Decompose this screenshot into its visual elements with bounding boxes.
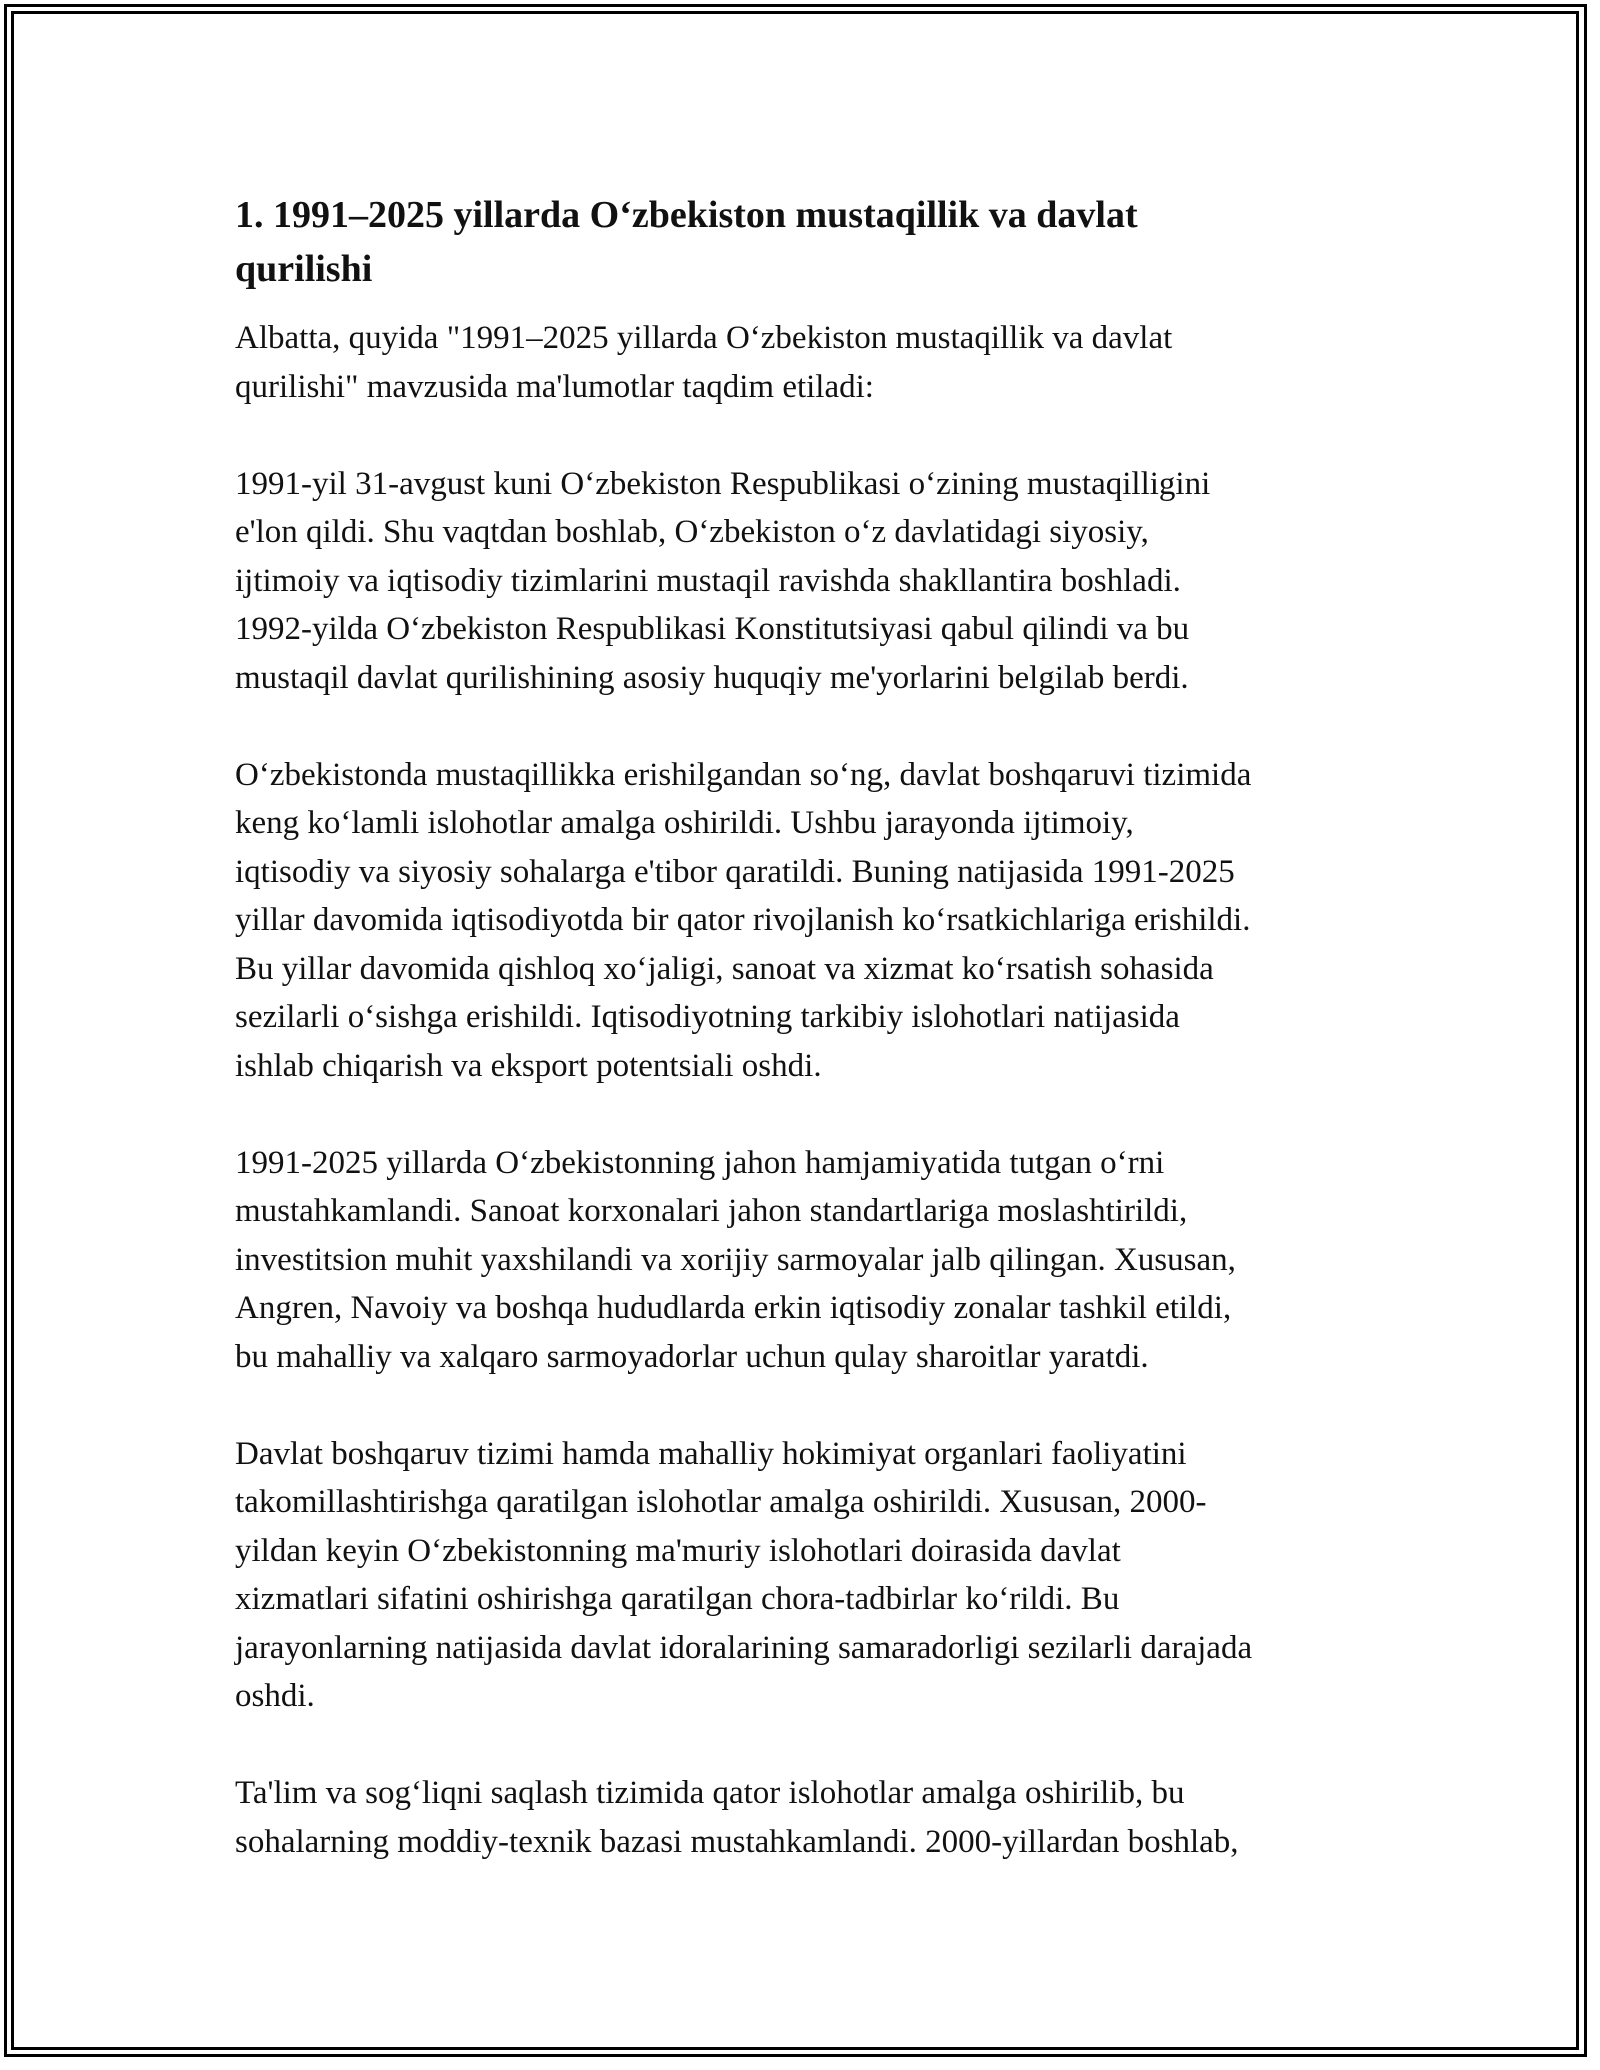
paragraph-independence: 1991-yil 31-avgust kuni O‘zbekiston Respublikasi o‘zining mustaqilligini e'lon qildi. Shu vaqtdan boshlab, O‘zbekiston o‘z davlatidagi siyosiy, ijtimoiy va iqtisodiy tizimlarini mustaqil ravishda shakllantira boshladi. 1992-yilda O‘zbekiston Respublikasi Konstitutsiyasi qabul qilindi va bu mustaqil davlat qurilishining asosiy huquqiy me'yorlarini belgilab berdi. bbox=[235, 465, 1211, 696]
paragraph-education-health: Ta'lim va sog‘liqni saqlash tizimida qator islohotlar amalga oshirilib, bu sohalarning moddiy-texnik bazasi mustahkamlandi. 2000-yillardan boshlab, bbox=[235, 1775, 1239, 1860]
document-body bbox=[235, 188, 1375, 1915]
paragraph-reforms: O‘zbekistonda mustaqillikka erishilgandan so‘ng, davlat boshqaruvi tizimida keng ko‘lamli islohotlar amalga oshirildi. Ushbu jarayonda ijtimoiy, iqtisodiy va siyosiy sohalarga e'tibor qaratildi. Buning natijasida 1991-2025 yillar davomida iqtisodiyotda bir qator rivojlanish ko‘rsatkichlariga erishildi. Bu yillar davomida qishloq xo‘jaligi, sanoat va xizmat ko‘rsatish sohasida sezilarli o‘sishga erishildi. Iqtisodiyotning tarkibiy islohotlari natijasida ishlab chiqarish va eksport potentsiali oshdi. bbox=[235, 756, 1252, 1084]
section-heading: 1. 1991–2025 yillarda O‘zbekiston mustaqillik va davlat qurilishi bbox=[235, 194, 1138, 290]
paragraph-administration: Davlat boshqaruv tizimi hamda mahalliy hokimiyat organlari faoliyatini takomillashtirishga qaratilgan islohotlar amalga oshirildi. Xususan, 2000- yildan keyin O‘zbekistonning ma'muriy islohotlari doirasida davlat xizmatlari sifatini oshirishga qaratilgan chora-tadbirlar ko‘rildi. Bu jarayonlarning natijasida davlat idoralarining samaradorligi sezilarli darajada oshdi. bbox=[235, 1435, 1253, 1714]
paragraph-international: 1991-2025 yillarda O‘zbekistonning jahon hamjamiyatida tutgan o‘rni mustahkamlandi. Sanoat korxonalari jahon standartlariga moslashtirildi, investitsion muhit yaxshilandi va xorijiy sarmoyalar jalb qilingan. Xususan, Angren, Navoiy va boshqa hududlarda erkin iqtisodiy zonalar tashkil etildi, bu mahalliy va xalqaro sarmoyadorlar uchun qulay sharoitlar yaratdi. bbox=[235, 1144, 1236, 1375]
paragraph-intro: Albatta, quyida "1991–2025 yillarda O‘zbekiston mustaqillik va davlat qurilishi" mavzusida ma'lumotlar taqdim etiladi: bbox=[235, 320, 1173, 405]
